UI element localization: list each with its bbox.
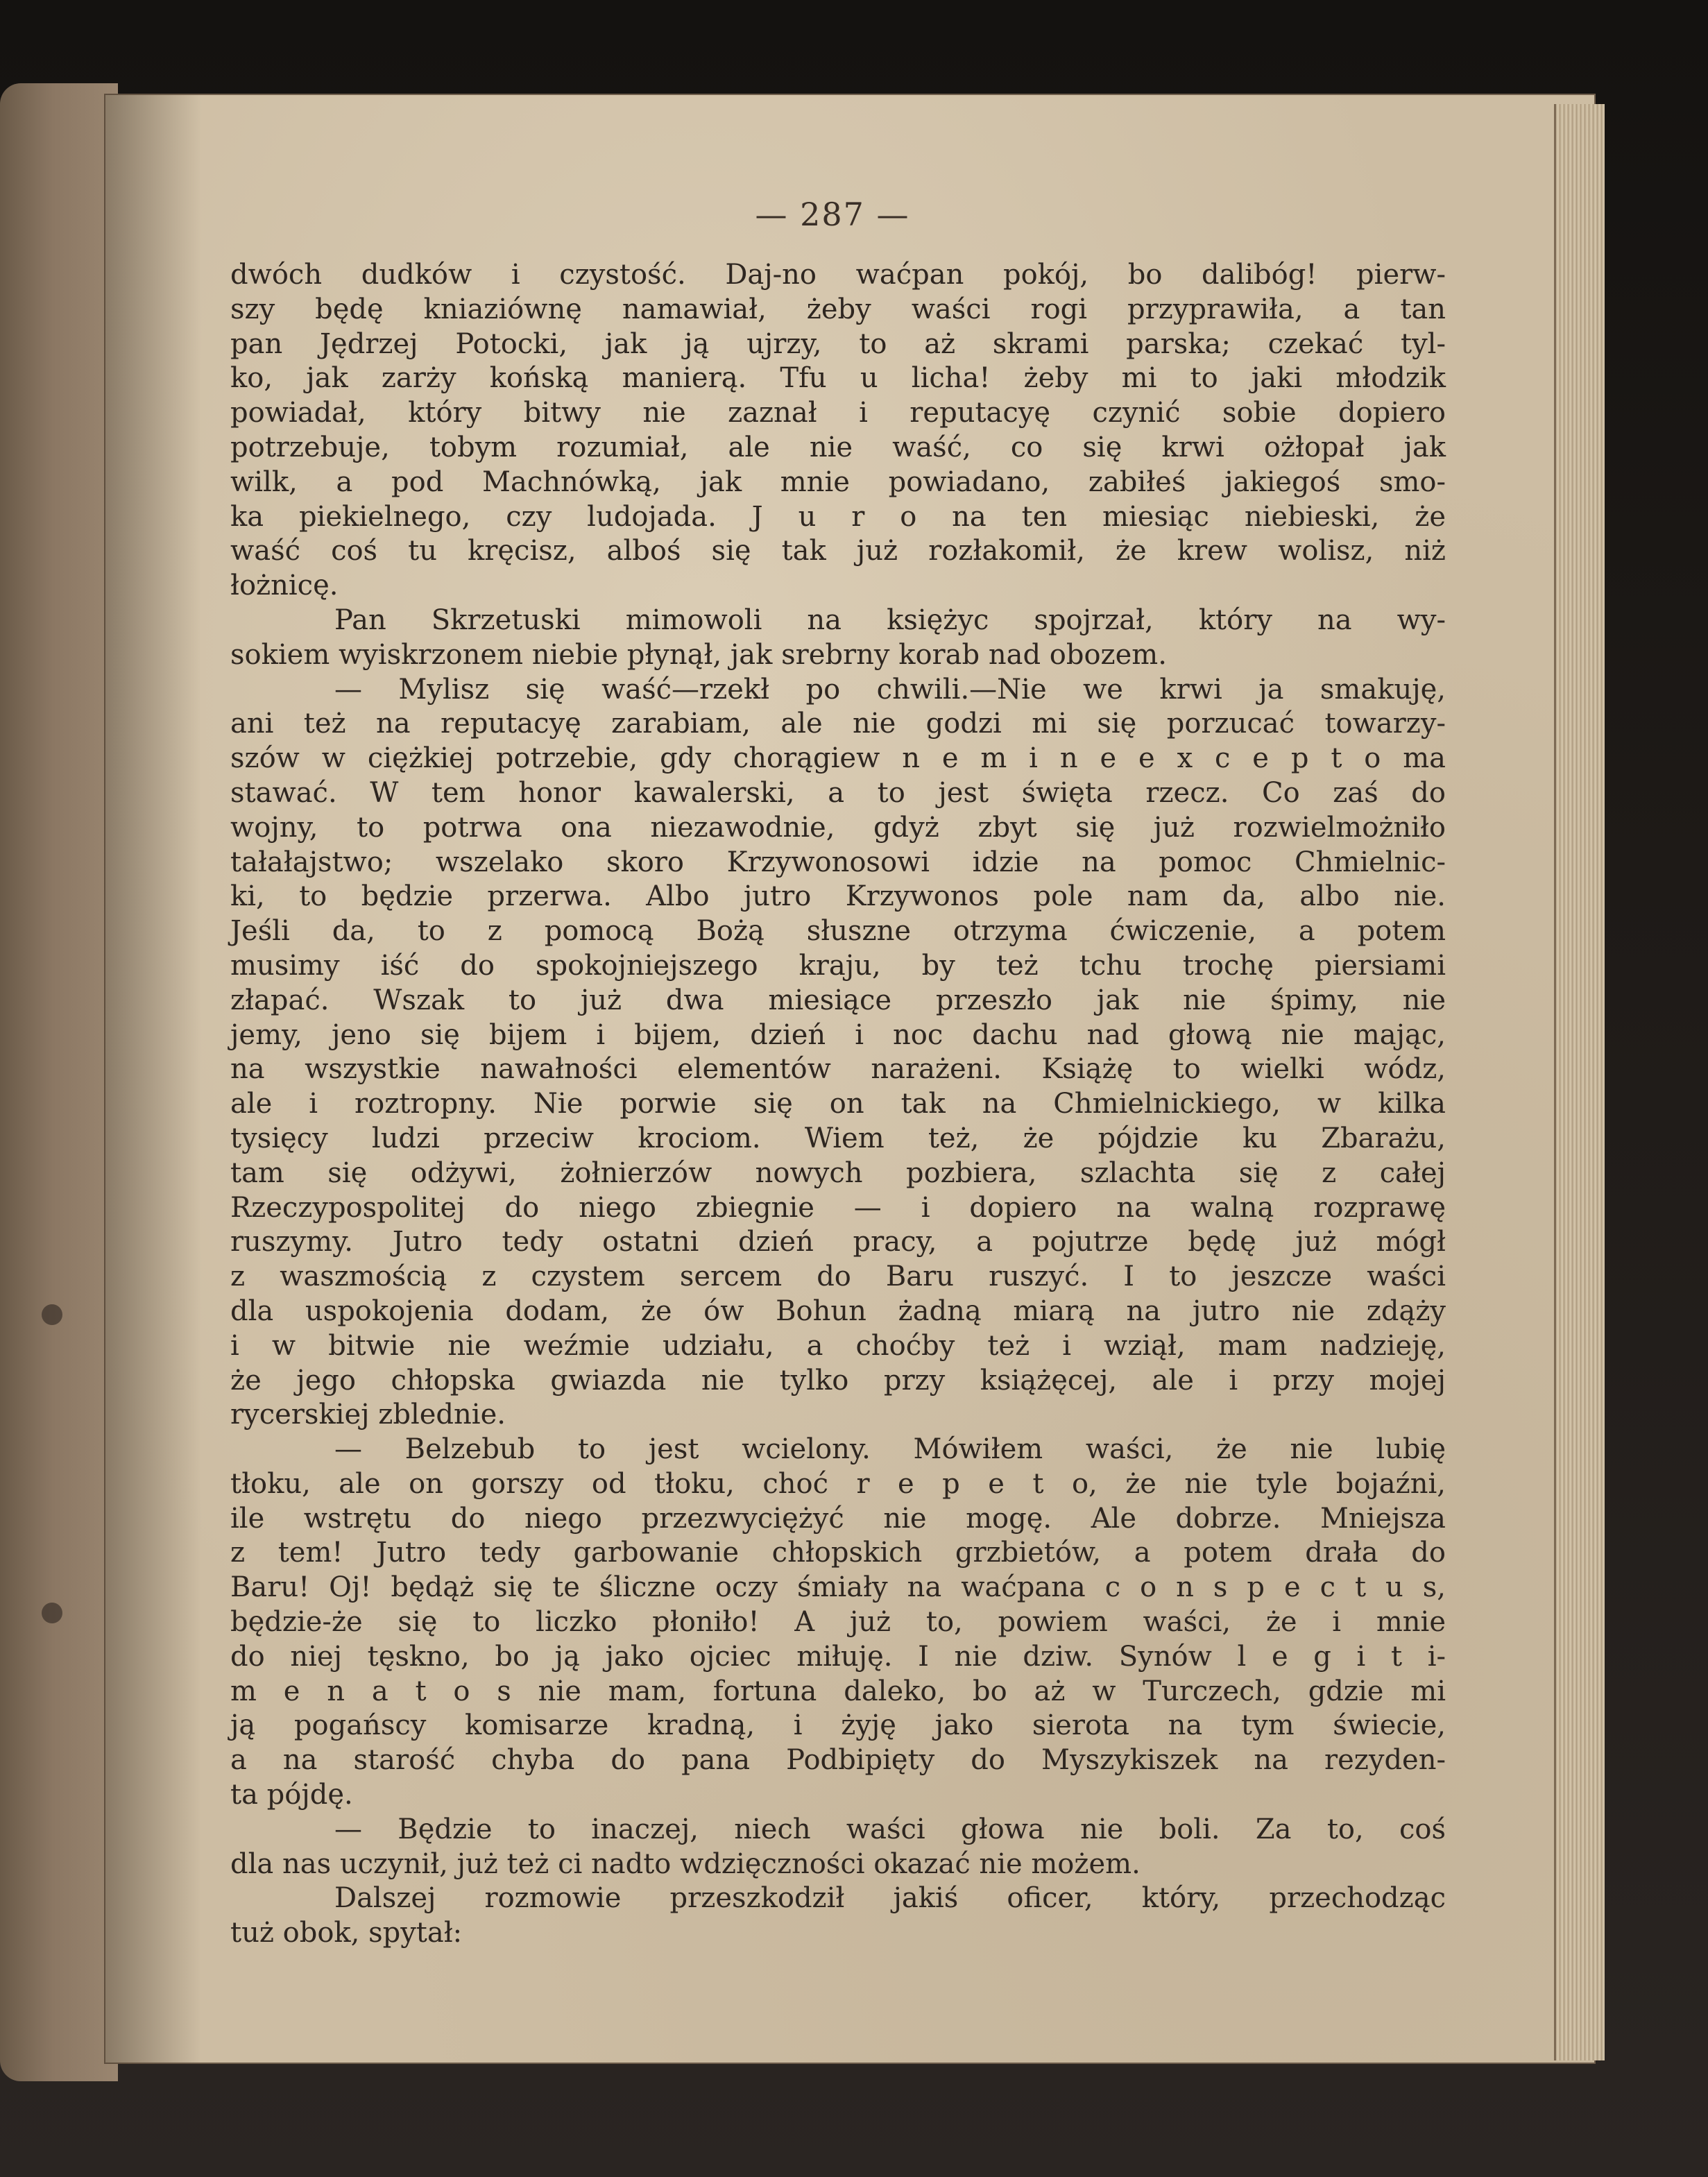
text-line: ile wstrętu do niego przezwyciężyć nie mogę. Ale dobrze. Mniejsza: [230, 1502, 1446, 1535]
text-line: waść coś tu kręcisz, alboś się tak już rozłakomił, że krew wolisz, niż: [230, 535, 1446, 567]
text-line: Jeśli da, to z pomocą Bożą słuszne otrzyma ćwiczenie, a potem: [230, 915, 1446, 948]
text-line: z waszmością z czystem sercem do Baru ruszyć. I to jeszcze waści: [230, 1261, 1446, 1293]
text-line: tłoku, ale on gorszy od tłoku, choć r e p e t o, że nie tyle bojaźni,: [230, 1467, 1446, 1500]
text-line: ani też na reputacyę zarabiam, ale nie godzi mi się porzucać towarzy-: [230, 708, 1446, 740]
text-line: powiadał, który bitwy nie zaznał i reputacyę czynić sobie dopiero: [230, 397, 1446, 429]
text-line: wilk, a pod Machnówką, jak mnie powiadano, zabiłeś jakiegoś smo-: [230, 466, 1446, 498]
text-line: Dalszej rozmowie przeszkodził jakiś oficer, który, przechodząc: [334, 1882, 1446, 1915]
text-line: m e n a t o s nie mam, fortuna daleko, bo aż w Turczech, gdzie mi: [230, 1675, 1446, 1707]
page-edges: [1554, 104, 1605, 2060]
text-line: dla nas uczynił, już też ci nadto wdzięczności okazać nie możem.: [230, 1847, 1141, 1880]
text-line: że jego chłopska gwiazda nie tylko przy książęcej, ale i przy mojej: [230, 1364, 1446, 1397]
text-line: będzie-że się to liczko płoniło! A już to, powiem waści, że i mnie: [230, 1606, 1446, 1639]
text-line: stawać. W tem honor kawalerski, a to jest święta rzecz. Co zaś do: [230, 776, 1446, 809]
text-line: — Będzie to inaczej, niech waści głowa nie boli. Za to, coś: [334, 1813, 1446, 1845]
text-line: tysięcy ludzi przeciw krociom. Wiem też, że pójdzie ku Zbarażu,: [230, 1122, 1446, 1154]
text-line: szów w ciężkiej potrzebie, gdy chorągiew n e m i n e e x c e p t o ma: [230, 742, 1446, 775]
text-line: jemy, jeno się bijem i bijem, dzień i noc dachu nad głową nie mając,: [230, 1018, 1446, 1051]
text-line: i w bitwie nie weźmie udziału, a choćby też i wziął, mam nadzieję,: [230, 1329, 1446, 1362]
text-line: sokiem wyiskrzonem niebie płynął, jak srebrny korab nad obozem.: [230, 638, 1167, 671]
text-line: wojny, to potrwa ona niezawodnie, gdyż zbyt się już rozwielmożniło: [230, 811, 1446, 844]
text-line: Pan Skrzetuski mimowoli na księżyc spojrzał, który na wy-: [334, 604, 1446, 636]
text-line: dla uspokojenia dodam, że ów Bohun żadną miarą na jutro nie zdąży: [230, 1295, 1446, 1327]
text-line: — Mylisz się waść—rzekł po chwili.—Nie we krwi ja smakuję,: [334, 673, 1446, 706]
text-line: tuż obok, spytał:: [230, 1917, 463, 1949]
text-line: ko, jak zarży końską manierą. Tfu u licha! żeby mi to jaki młodzik: [230, 362, 1446, 395]
text-line: ka piekielnego, czy ludojada. J u r o na ten miesiąc niebieski, że: [230, 500, 1446, 533]
text-line: tam się odżywi, żołnierzów nowych pozbiera, szlachta się z całej: [230, 1156, 1446, 1189]
text-line: rycerskiej zblednie.: [230, 1399, 506, 1431]
text-line: do niej tęskno, bo ją jako ojciec miłuję. I nie dziw. Synów l e g i t i-: [230, 1640, 1446, 1673]
text-line: tałałajstwo; wszelako skoro Krzywonosowi idzie na pomoc Chmielnic-: [230, 846, 1446, 878]
gutter-shadow: [104, 94, 201, 2064]
binding-thread-mark: [42, 1304, 62, 1325]
text-line: dwóch dudków i czystość. Daj-no waćpan pokój, bo dalibóg! pierw-: [230, 259, 1446, 291]
text-line: ki, to będzie przerwa. Albo jutro Krzywonos pole nam da, albo nie.: [230, 880, 1446, 913]
body-text: [230, 258, 1446, 1951]
binding-thread-mark: [42, 1603, 62, 1623]
book-cover-edge: [0, 83, 118, 2081]
text-line: złapać. Wszak to już dwa miesiące przeszło jak nie śpimy, nie: [230, 984, 1446, 1016]
text-line: ją pogańscy komisarze kradną, i żyję jako sierota na tym świecie,: [230, 1709, 1446, 1742]
text-line: Rzeczypospolitej do niego zbiegnie — i dopiero na walną rozprawę: [230, 1191, 1446, 1224]
text-line: łożnicę.: [230, 570, 339, 602]
text-line: a na starość chyba do pana Podbipięty do Myszykiszek na rezyden-: [230, 1744, 1446, 1777]
page-number: — 287 —: [755, 196, 910, 233]
text-line: pan Jędrzej Potocki, jak ją ujrzy, to aż skrami parska; czekać tyl-: [230, 327, 1446, 360]
text-line: na wszystkie nawałności elementów narażeni. Książę to wielki wódz,: [230, 1053, 1446, 1086]
text-line: szy będę kniaziównę namawiał, żeby waści rogi przyprawiła, a tan: [230, 293, 1446, 325]
text-line: ale i roztropny. Nie porwie się on tak na Chmielnickiego, w kilka: [230, 1088, 1446, 1120]
text-line: potrzebuje, tobym rozumiał, ale nie waść, co się krwi ożłopał jak: [230, 431, 1446, 463]
text-line: Baru! Oj! będąż się te śliczne oczy śmiały na waćpana c o n s p e c t u s,: [230, 1571, 1446, 1604]
text-line: musimy iść do spokojniejszego kraju, by też tchu trochę piersiami: [230, 949, 1446, 982]
text-line: z tem! Jutro tedy garbowanie chłopskich grzbietów, a potem drała do: [230, 1537, 1446, 1569]
text-line: ta pójdę.: [230, 1779, 353, 1811]
text-line: ruszymy. Jutro tedy ostatni dzień pracy, a pojutrze będę już mógł: [230, 1226, 1446, 1258]
text-line: — Belzebub to jest wcielony. Mówiłem waści, że nie lubię: [334, 1433, 1446, 1466]
